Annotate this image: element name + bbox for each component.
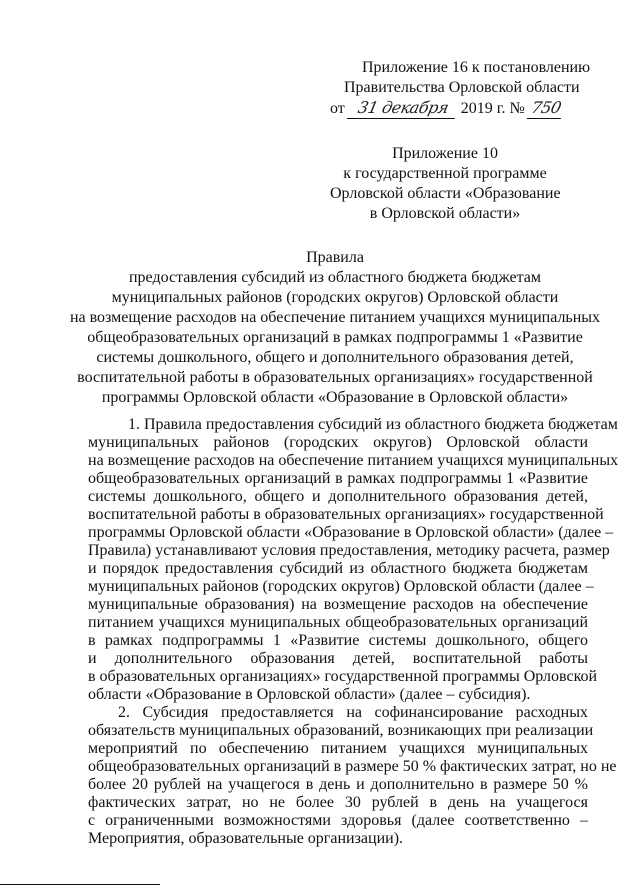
paragraph-1-line: системы дошкольного, общего и дополнительного образования детей, — [88, 488, 588, 505]
appendix-sub-line: Орловской области «Образование — [330, 185, 561, 202]
paragraph-1-line: и дополнительного образования детей, воспитательной работы — [88, 650, 588, 667]
paragraph-2-line: 2. Субсидия предоставляется на софинансирование расходных — [118, 704, 588, 721]
appendix-sub-line: Приложение 10 — [392, 145, 498, 162]
appendix-date-line — [330, 98, 590, 119]
paragraph-1-line: муниципальных районов (городских округов) Орловской области — [88, 434, 588, 451]
paragraph-2-line: обязательств муниципальных образований, возникающих при реализации — [88, 722, 594, 739]
appendix-sub-line: к государственной программе — [343, 165, 547, 182]
paragraph-2-line: мероприятий по обеспечению питанием учащихся муниципальных — [88, 740, 588, 757]
paragraph-2-line: фактических затрат, но не более 30 рублей в день на учащегося — [88, 794, 588, 811]
paragraph-1-line: Правила) устанавливают условия предоставления, методику расчета, размер — [88, 542, 610, 559]
paragraph-2-line: Мероприятия, образовательные организации). — [88, 830, 404, 847]
title-line: общеобразовательных организаций в рамках подпрограммы 1 «Развитие — [87, 329, 583, 346]
title-line: предоставления субсидий из областного бюджета бюджетам — [128, 269, 541, 286]
appendix-sub-line: в Орловской области» — [369, 205, 521, 222]
paragraph-2-line: более 20 рублей на учащегося в день и дополнительно в размере 50 % — [88, 776, 588, 793]
paragraph-1-line: программы Орловской области «Образование в Орловской области» (далее – — [88, 524, 614, 541]
paragraph-1-line: 1. Правила предоставления субсидий из областного бюджета бюджетам — [128, 416, 618, 433]
paragraph-1-line: в рамках подпрограммы 1 «Развитие системы дошкольного, общего — [88, 632, 588, 649]
title-line: на возмещение расходов на обеспечение питанием учащихся муниципальных — [69, 309, 601, 326]
paragraph-1-line: на возмещение расходов на обеспечение питанием учащихся муниципальных — [88, 452, 619, 469]
appendix-program-header — [330, 144, 560, 224]
footnote-divider — [0, 884, 160, 885]
appendix-resolution-header — [330, 58, 590, 119]
paragraph-1-line: и порядок предоставления субсидий из областного бюджета бюджетам — [88, 560, 588, 577]
from-label: от — [330, 100, 345, 117]
year-number-label: 2019 г. № — [460, 100, 525, 117]
appendix-line-2: Правительства Орловской области — [344, 79, 580, 96]
title-line: системы дошкольного, общего и дополнительного образования детей, — [96, 349, 574, 366]
appendix-line-1: Приложение 16 к постановлению — [362, 59, 591, 76]
title-line: программы Орловской области «Образование в Орловской области» — [101, 389, 569, 406]
paragraph-1-line: воспитательной работы в образовательных организациях» государственной — [88, 506, 604, 523]
paragraph-2-line: общеобразовательных организаций в размере 50 % фактических затрат, но не — [88, 758, 617, 775]
paragraph-1-line: питанием учащихся муниципальных общеобразовательных организаций — [88, 614, 588, 631]
title-line: муниципальных районов (городских округов) Орловской области — [111, 289, 559, 306]
title-line: Правила — [306, 249, 364, 266]
handwritten-number: 750 — [527, 98, 565, 119]
paragraph-1-line: муниципальные образования) на возмещение расходов на обеспечение — [88, 596, 588, 613]
title-line: воспитательной работы в образовательных организациях» государственной — [77, 369, 593, 386]
document-body — [88, 416, 619, 848]
paragraph-2-line: с ограниченными возможностями здоровья (далее соответственно – — [88, 812, 588, 829]
handwritten-date: 31 декабря — [347, 98, 459, 119]
document-title — [60, 248, 610, 408]
paragraph-1-line: муниципальных районов (городских округов) Орловской области (далее – — [88, 578, 594, 595]
paragraph-1-line: общеобразовательных организаций в рамках подпрограммы 1 «Развитие — [88, 470, 588, 487]
paragraph-1-line: области «Образование в Орловской области» (далее – субсидия). — [88, 686, 531, 703]
paragraph-1-line: в образовательных организациях» государственной программы Орловской — [88, 668, 598, 685]
